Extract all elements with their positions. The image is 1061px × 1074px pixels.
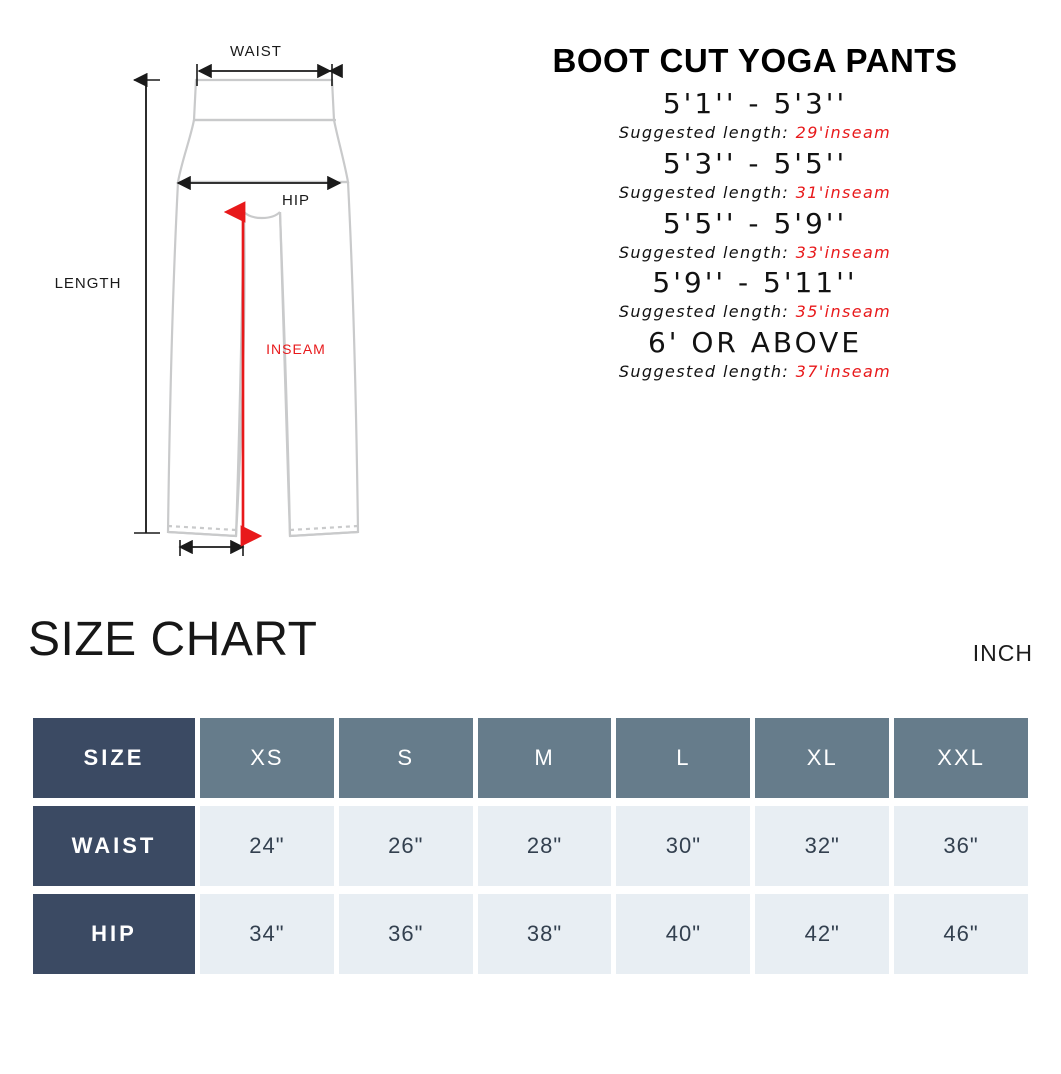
waist-xs: 24" — [200, 806, 334, 886]
size-chart-title: SIZE CHART — [28, 613, 318, 666]
pants-diagram — [0, 0, 470, 600]
table-row — [33, 806, 1028, 886]
product-info — [455, 42, 1055, 385]
waist-m: 28" — [478, 806, 612, 886]
suggested-label-2: Suggested length: — [618, 182, 790, 202]
suggested-length-5 — [455, 362, 1055, 383]
hip-xl: 42" — [755, 894, 889, 974]
suggested-value-3: 33'inseam — [795, 242, 892, 262]
hip-l: 40" — [616, 894, 750, 974]
suggested-label-3: Suggested length: — [618, 242, 790, 262]
hip-s: 36" — [339, 894, 473, 974]
size-chart-header — [28, 612, 1033, 692]
suggested-length-1 — [455, 123, 1055, 144]
size-chart-table — [28, 710, 1033, 982]
suggested-length-2 — [455, 183, 1055, 204]
header-size-s: S — [339, 718, 473, 798]
suggested-value-5: 37'inseam — [795, 362, 892, 382]
waist-xxl: 36" — [894, 806, 1028, 886]
height-range-4: 5'9'' - 5'11'' — [652, 266, 858, 300]
product-title: BOOT CUT YOGA PANTS — [552, 42, 958, 79]
height-range-5: 6' OR ABOVE — [647, 326, 863, 360]
size-chart-unit: INCH — [972, 640, 1033, 666]
suggested-value-4: 35'inseam — [795, 302, 892, 322]
header-size-l: L — [616, 718, 750, 798]
suggested-label-5: Suggested length: — [618, 362, 790, 382]
pants-outline — [168, 80, 358, 536]
hip-xxl: 46" — [894, 894, 1028, 974]
height-range-2: 5'3'' - 5'5'' — [662, 146, 848, 180]
header-size-m: M — [478, 718, 612, 798]
waist-l: 30" — [616, 806, 750, 886]
row-label-hip: HIP — [33, 894, 195, 974]
height-range-3: 5'5'' - 5'9'' — [662, 206, 848, 240]
header-size-xxl: XXL — [894, 718, 1028, 798]
suggested-label-4: Suggested length: — [618, 302, 790, 322]
waist-xl: 32" — [755, 806, 889, 886]
row-label-waist: WAIST — [33, 806, 195, 886]
height-range-1: 5'1'' - 5'3'' — [662, 86, 848, 120]
label-inseam: INSEAM — [266, 341, 326, 357]
waist-s: 26" — [339, 806, 473, 886]
suggested-label-1: Suggested length: — [618, 122, 790, 142]
label-length: LENGTH — [54, 275, 122, 292]
hip-m: 38" — [478, 894, 612, 974]
table-header-row — [33, 718, 1028, 798]
suggested-value-2: 31'inseam — [795, 182, 892, 202]
header-size-xs: XS — [200, 718, 334, 798]
header-size-label: SIZE — [33, 718, 195, 798]
suggested-length-4 — [455, 302, 1055, 323]
suggested-length-3 — [455, 243, 1055, 264]
table-row — [33, 894, 1028, 974]
hip-xs: 34" — [200, 894, 334, 974]
header-size-xl: XL — [755, 718, 889, 798]
label-hip: HIP — [281, 192, 311, 209]
label-waist: WAIST — [230, 43, 282, 60]
suggested-value-1: 29'inseam — [795, 122, 892, 142]
